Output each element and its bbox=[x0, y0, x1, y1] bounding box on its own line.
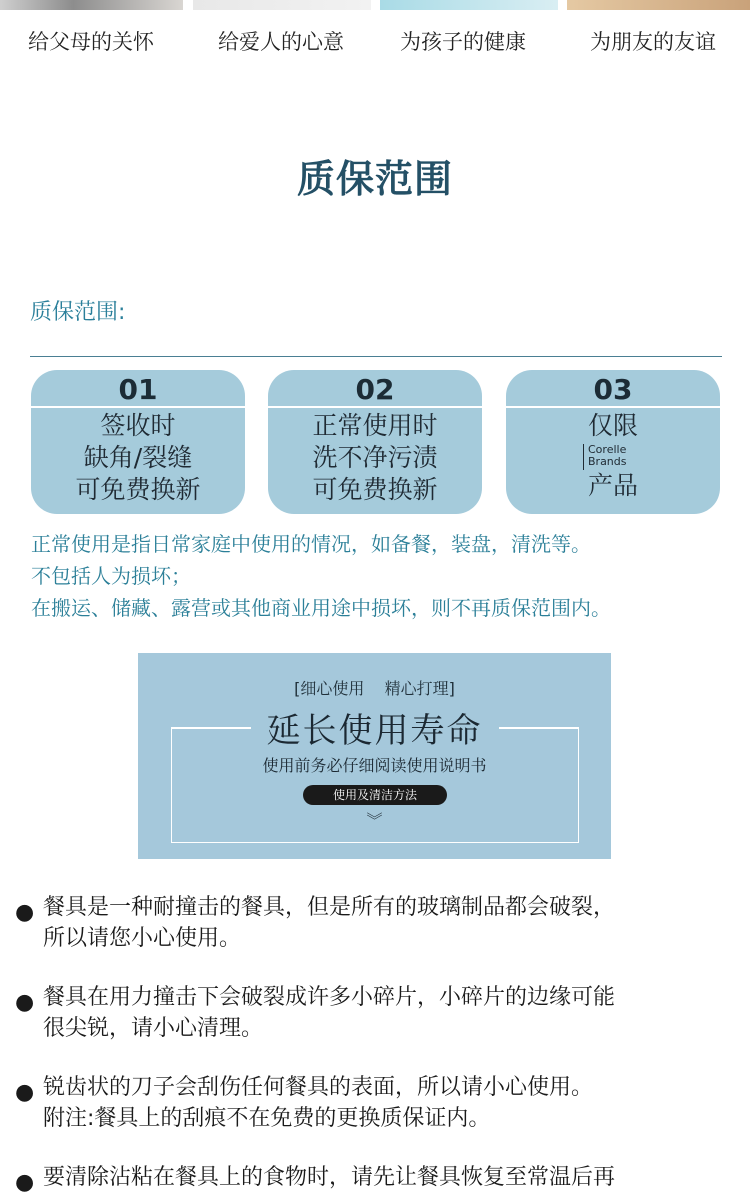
banner-title: 延长使用寿命 bbox=[266, 711, 483, 751]
list-item bbox=[15, 982, 745, 1044]
list-item bbox=[15, 892, 745, 954]
card-text: 签收时 bbox=[100, 411, 176, 440]
warranty-cards bbox=[0, 370, 750, 516]
caption-lover: 给爱人的心意 bbox=[218, 30, 344, 54]
bullet-text: 要清除沾粘在餐具上的食物时，请先让餐具恢复至常温后再 bbox=[43, 1165, 616, 1190]
bullet-text: 餐具是一种耐撞击的餐具，但是所有的玻璃制品都会破裂， bbox=[43, 895, 616, 920]
card-text: 可免费换新 bbox=[75, 475, 201, 504]
parents-photo bbox=[0, 0, 183, 10]
card-number: 01 bbox=[31, 370, 245, 408]
kids-photo bbox=[380, 0, 558, 10]
card-text: 可免费换新 bbox=[312, 475, 438, 504]
divider bbox=[30, 356, 722, 357]
card-text: 缺角/裂缝 bbox=[83, 443, 193, 472]
bullet-text: 锐齿状的刀子会刮伤任何餐具的表面，所以请小心使用。 bbox=[43, 1075, 594, 1100]
lover-photo bbox=[193, 0, 371, 10]
warranty-card-02 bbox=[268, 370, 482, 514]
card-text: 仅限 bbox=[587, 411, 638, 440]
bullet-text: 所以请您小心使用。 bbox=[43, 926, 242, 951]
bullet-icon: ● bbox=[15, 1170, 35, 1195]
chevron-down-icon: ︾ bbox=[366, 811, 383, 830]
banner-description: 使用前务必仔细阅读使用说明书 bbox=[262, 756, 487, 775]
usage-method-badge: 使用及清洁方法 bbox=[303, 785, 447, 805]
bullet-text: 餐具在用力撞击下会破裂成许多小碎片，小碎片的边缘可能 bbox=[43, 985, 616, 1010]
list-item bbox=[15, 1162, 745, 1193]
brand-line: Corelle bbox=[588, 443, 627, 456]
bullet-icon: ● bbox=[15, 900, 35, 925]
bullet-text: 很尖锐，请小心清理。 bbox=[43, 1016, 264, 1041]
brand-line: Brands bbox=[588, 455, 627, 468]
warranty-notes bbox=[31, 528, 731, 624]
note-line: 在搬运、储藏、露营或其他商业用途中损坏，则不再质保范围内。 bbox=[31, 596, 611, 620]
bullet-icon: ● bbox=[15, 1080, 35, 1105]
card-number: 03 bbox=[506, 370, 720, 408]
scope-label: 质保范围: bbox=[30, 300, 126, 325]
banner-subtitle: [细心使用 精心打理] bbox=[294, 679, 455, 698]
caption-friends: 为朋友的友谊 bbox=[590, 30, 716, 54]
photo-captions bbox=[0, 26, 750, 56]
warranty-card-03 bbox=[506, 370, 720, 514]
bullet-text: 附注:餐具上的刮痕不在免费的更换质保证内。 bbox=[43, 1106, 491, 1131]
card-text: 洗不净污渍 bbox=[312, 443, 438, 472]
caption-kids: 为孩子的健康 bbox=[400, 30, 526, 54]
section-title: 质保范围 bbox=[296, 157, 453, 201]
usage-bullets bbox=[15, 892, 745, 1193]
list-item bbox=[15, 1072, 745, 1134]
corelle-brands-logo bbox=[583, 444, 643, 470]
usage-banner bbox=[138, 653, 611, 859]
caption-parents: 给父母的关怀 bbox=[28, 30, 154, 54]
friends-photo bbox=[567, 0, 750, 10]
bullet-icon: ● bbox=[15, 990, 35, 1015]
card-number: 02 bbox=[268, 370, 482, 408]
card-text: 正常使用时 bbox=[312, 411, 438, 440]
card-text: 产品 bbox=[587, 471, 638, 500]
note-line: 正常使用是指日常家庭中使用的情况，如备餐，装盘，清洗等。 bbox=[31, 532, 591, 556]
photo-strip bbox=[0, 0, 750, 12]
note-line: 不包括人为损坏； bbox=[31, 564, 191, 588]
warranty-card-01 bbox=[31, 370, 245, 514]
